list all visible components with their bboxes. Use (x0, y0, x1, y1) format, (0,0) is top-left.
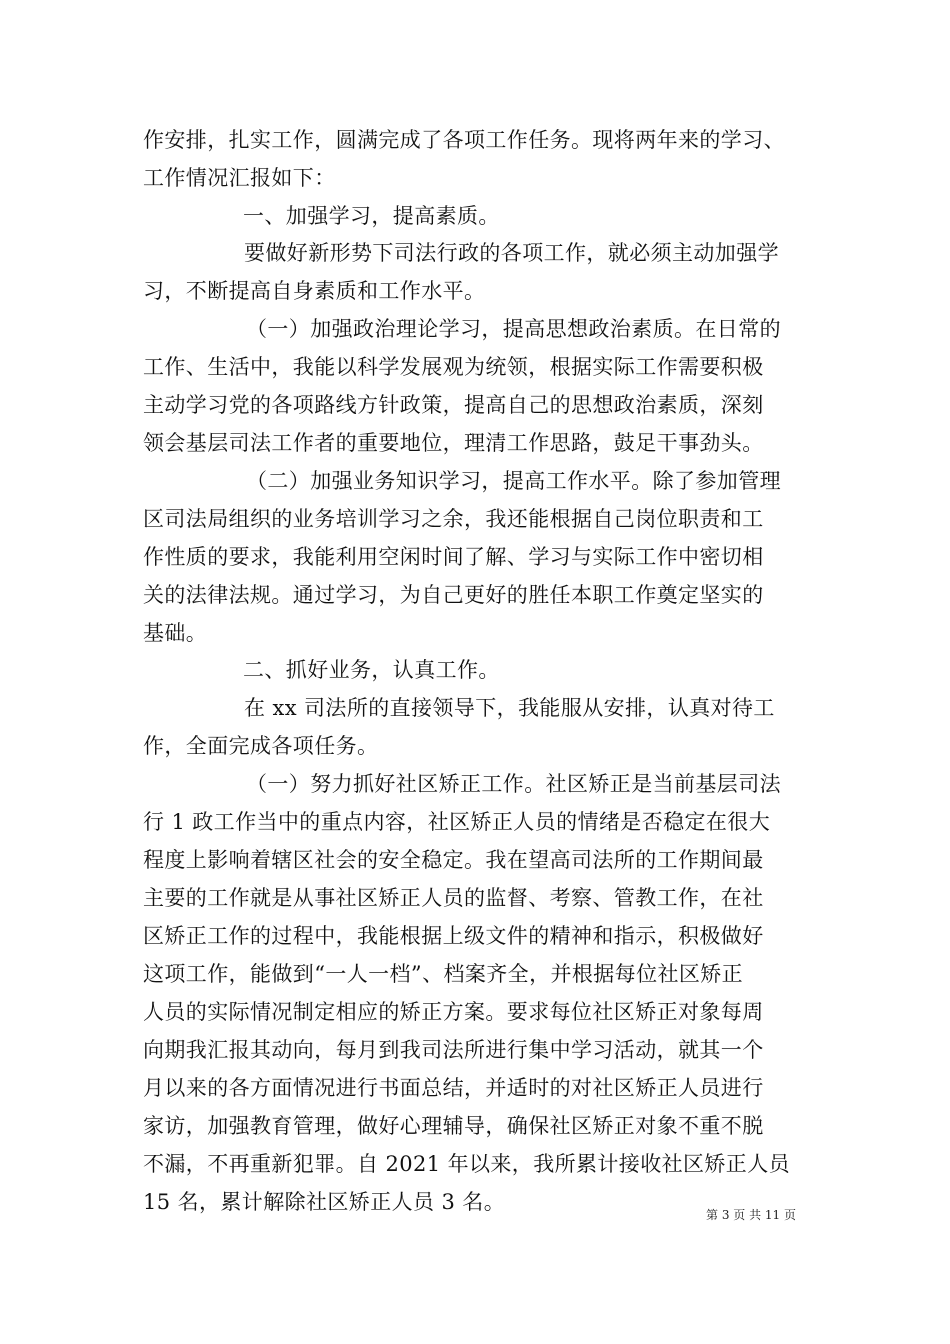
text-line: 主动学习党的各项路线方针政策，提高自己的思想政治素质，深刻 (143, 393, 764, 417)
text-line: 区矫正工作的过程中，我能根据上级文件的精神和指示，积极做好 (143, 924, 764, 948)
text-line: 作性质的要求，我能利用空闲时间了解、学习与实际工作中密切相 (143, 545, 764, 569)
text-line: 在 xx 司法所的直接领导下，我能服从安排，认真对待工 (244, 696, 775, 720)
text-line: 这项工作，能做到“一人一档”、档案齐全，并根据每位社区矫正 (143, 962, 744, 986)
text-line: 基础。 (143, 621, 208, 645)
text-line: 要做好新形势下司法行政的各项工作，就必须主动加强学 (244, 241, 779, 265)
text-line: 向期我汇报其动向，每月到我司法所进行集中学习活动，就其一个 (143, 1038, 764, 1062)
text-line: 关的法律法规。通过学习，为自己更好的胜任本职工作奠定坚实的 (143, 583, 764, 607)
text-line: 15 名，累计解除社区矫正人员 3 名。 (143, 1190, 506, 1214)
text-line: 工作情况汇报如下： (143, 166, 336, 190)
subsection-line: （一）加强政治理论学习，提高思想政治素质。在日常的 (246, 317, 781, 341)
subsection-line: （二）加强业务知识学习，提高工作水平。除了参加管理 (246, 469, 781, 493)
page-number: 第 3 页 共 11 页 (706, 1208, 796, 1222)
text-line: 习，不断提高自身素质和工作水平。 (143, 279, 486, 303)
text-line: 行 1 政工作当中的重点内容，社区矫正人员的情绪是否稳定在很大 (143, 810, 771, 834)
text-line: 不漏，不再重新犯罪。自 2021 年以来，我所累计接收社区矫正人员 (143, 1152, 790, 1176)
text-line: 月以来的各方面情况进行书面总结，并适时的对社区矫正人员进行 (143, 1076, 764, 1100)
text-line: 作安排，扎实工作，圆满完成了各项工作任务。现将两年来的学习、 (143, 128, 785, 152)
section-heading: 二、抓好业务，认真工作。 (243, 658, 500, 682)
text-line: 作，全面完成各项任务。 (143, 734, 379, 758)
text-line: 工作、生活中，我能以科学发展观为统领，根据实际工作需要积极 (143, 355, 764, 379)
text-line: 主要的工作就是从事社区矫正人员的监督、考察、管教工作，在社 (143, 886, 764, 910)
subsection-line: （一）努力抓好社区矫正工作。社区矫正是当前基层司法 (246, 772, 781, 796)
text-line: 程度上影响着辖区社会的安全稳定。我在望高司法所的工作期间最 (143, 848, 764, 872)
text-line: 人员的实际情况制定相应的矫正方案。要求每位社区矫正对象每周 (143, 1000, 764, 1024)
text-line: 领会基层司法工作者的重要地位，理清工作思路，鼓足干事劲头。 (143, 431, 764, 455)
text-line: 区司法局组织的业务培训学习之余，我还能根据自己岗位职责和工 (143, 507, 764, 531)
text-line: 家访，加强教育管理，做好心理辅导，确保社区矫正对象不重不脱 (143, 1114, 764, 1138)
section-heading: 一、加强学习，提高素质。 (243, 204, 500, 228)
